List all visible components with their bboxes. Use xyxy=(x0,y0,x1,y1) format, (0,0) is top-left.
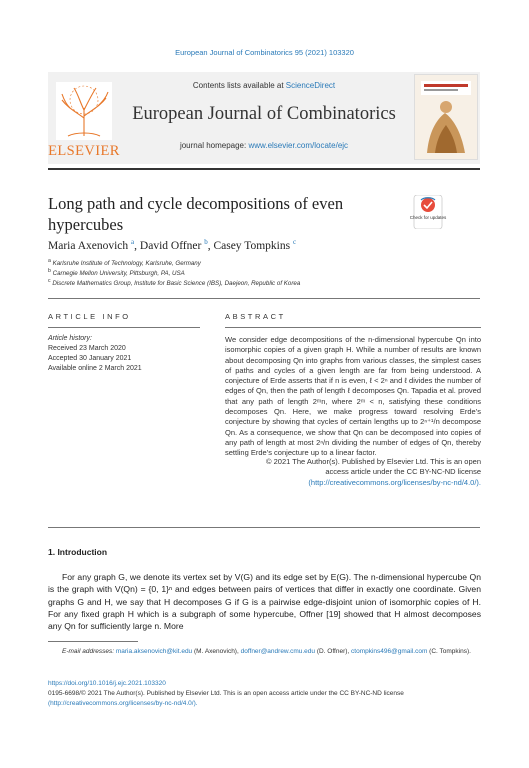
email-link[interactable]: maria.aksenovich@kit.edu xyxy=(115,648,193,655)
abstract-bottom-divider xyxy=(48,527,480,528)
check-for-updates-label: Check for updates xyxy=(409,215,447,220)
intro-body xyxy=(48,571,481,632)
paper-title-line2: hypercubes xyxy=(48,215,124,234)
paper-title xyxy=(48,193,398,235)
cover-artwork-icon xyxy=(415,75,477,159)
license-statement xyxy=(225,457,481,488)
doi-link[interactable]: https://doi.org/10.1016/j.ejc.2021.103320 xyxy=(48,680,166,687)
sciencedirect-link[interactable]: ScienceDirect xyxy=(285,81,336,90)
homepage-link[interactable]: www.elsevier.com/locate/ejc xyxy=(248,141,349,150)
abstract-text: We consider edge decompositions of the n-dimensional hypercube Qn into isomorphic copies of a given graph H. While a number of results are known about decomposing Qn into graphs from various classes, the simplest cases of paths and cycles of a given length are far from being understood. A conjecture of Erde asserts that if n is even, ℓ < 2ⁿ and ℓ divides the number of edges of Qn, then the path of length ℓ decomposes Qn. Tapadia et al. proved that any path of length 2ᵐn, where 2ᵐ < n, satisfying these conditions decomposes Qn. Here, we make progress toward resolving Erde’s conjecture by showing that cycles of certain lengths up to 2ⁿ⁺¹/n decompose Qn. As a consequence, we show that Qn can be decomposed into copies of any path of length at most 2ⁿ/n dividing the number of edges of Qn, thereby settling Erde’s conjecture up to a linear factor. xyxy=(225,335,481,458)
affiliation xyxy=(48,268,185,277)
article-info-heading: ARTICLE INFO xyxy=(48,312,131,321)
email-owner: (C. Tompkins). xyxy=(429,648,471,655)
aff-mark: c xyxy=(48,278,51,284)
intro-paragraph: For any graph G, we denote its vertex set by V(G) and its edge set by E(G). The n-dimensional hypercube Qn is the graph with V(Qn) = {0, 1}ⁿ and edges between pairs of vertices that differ in exactly one coordinate. Given graphs G and H, we say that H decomposes G if G is a pairwise edge-disjoint union of isomorphic copies of H. For any fixed graph H which is a subgraph of some hypercube, Offner [19] showed that H almost decomposes any Qn for sufficiently large n. More xyxy=(48,572,481,632)
author-name[interactable]: Casey Tompkins xyxy=(213,239,291,252)
email-label: E-mail addresses: xyxy=(62,648,115,655)
intro-heading: 1. Introduction xyxy=(48,547,108,557)
author-name[interactable]: Maria Axenovich xyxy=(48,239,129,252)
accepted-date: Accepted 30 January 2021 xyxy=(48,355,132,362)
header-divider xyxy=(48,168,480,170)
affiliation xyxy=(48,258,201,267)
affiliation-divider xyxy=(48,298,480,299)
issn-text: 0195-6698/© 2021 The Author(s). Published by Elsevier Ltd. This is an open access article under the CC BY-NC-ND license xyxy=(48,690,404,697)
doi-line xyxy=(48,679,481,689)
journal-cover-image[interactable] xyxy=(414,74,478,160)
abstract-heading: ABSTRACT xyxy=(225,312,286,321)
author-aff-mark[interactable]: b xyxy=(204,238,208,246)
journal-citation[interactable]: European Journal of Combinatorics 95 (2021) 103320 xyxy=(175,48,354,57)
contents-prefix: Contents lists available at xyxy=(192,81,286,90)
affiliation xyxy=(48,278,300,287)
email-footnote xyxy=(62,647,481,657)
publisher-logo-text: ELSEVIER xyxy=(48,143,120,159)
footer-license-link[interactable]: (http://creativecommons.org/licenses/by-nc-nd/4.0/). xyxy=(48,699,198,707)
abstract-divider xyxy=(225,327,481,328)
aff-text: Karlsruhe Institute of Technology, Karlsruhe, Germany xyxy=(52,260,201,268)
aff-mark: b xyxy=(48,268,51,274)
email-link[interactable]: ctompkins496@gmail.com xyxy=(351,648,428,655)
author-aff-mark[interactable]: c xyxy=(292,238,297,246)
history-label: Article history: xyxy=(48,335,92,342)
email-owner: (D. Offner), xyxy=(316,648,350,655)
aff-text: Carnegie Mellon University, Pittsburgh, PA, USA xyxy=(52,270,185,278)
license-line2: access article under the CC BY-NC-ND license xyxy=(325,467,481,477)
author-aff-mark[interactable]: a xyxy=(131,238,135,246)
author-list: Maria Axenovich $^a$, David Offner $^b$, Casey Tompkins $^c$ xyxy=(48,238,297,252)
email-owner: (M. Axenovich), xyxy=(193,648,239,655)
issn-license-line xyxy=(48,689,481,708)
journal-title: European Journal of Combinatorics xyxy=(132,104,396,124)
article-info-divider xyxy=(48,327,200,328)
aff-text: Discrete Mathematics Group, Institute for Basic Science (IBS), Daejeon, Republic of Korea xyxy=(52,280,301,288)
check-for-updates-icon[interactable] xyxy=(412,195,444,229)
footnote-divider xyxy=(48,641,138,642)
paper-title-line1: Long path and cycle decompositions of even xyxy=(48,194,344,213)
email-link[interactable]: doffner@andrew.cmu.edu xyxy=(240,648,316,655)
license-line1: © 2021 The Author(s). Published by Elsevier Ltd. This is an open xyxy=(266,457,481,466)
aff-mark: a xyxy=(48,258,51,264)
received-date: Received 23 March 2020 xyxy=(48,345,126,352)
online-date: Available online 2 March 2021 xyxy=(48,365,142,372)
license-link[interactable]: (http://creativecommons.org/licenses/by-nc-nd/4.0/). xyxy=(308,477,481,487)
homepage-prefix: journal homepage: xyxy=(179,141,249,150)
author-name[interactable]: David Offner xyxy=(139,239,202,252)
